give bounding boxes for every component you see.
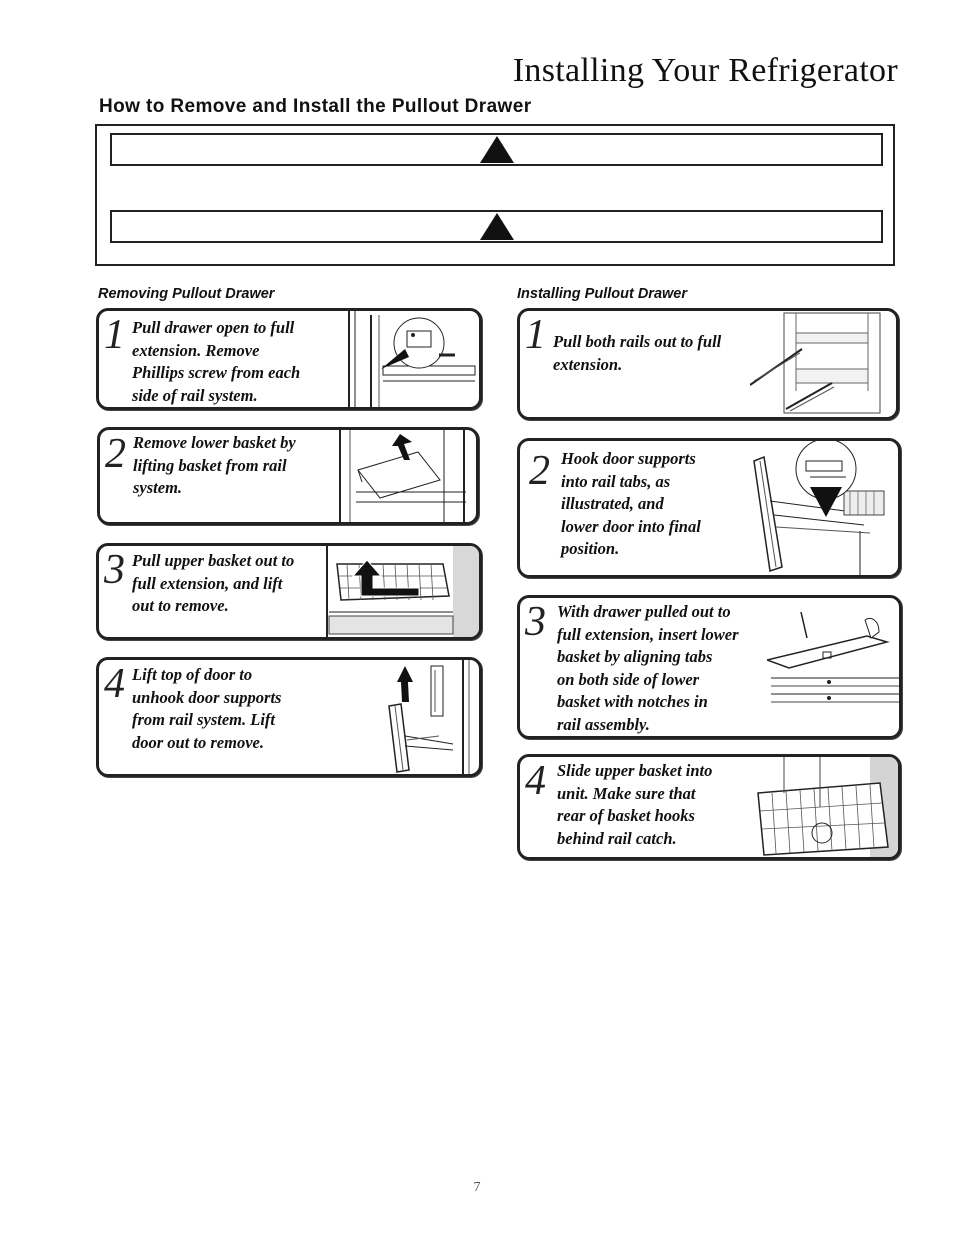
step-text: Lift top of door to unhook door supports from rail system. Lift door out to remove. — [132, 665, 282, 752]
step-number: 4 — [525, 758, 546, 804]
warning-bar-top — [110, 133, 883, 166]
lower-basket-insert-illustration — [767, 598, 899, 736]
installing-heading: Installing Pullout Drawer — [517, 286, 687, 302]
upper-basket-illustration — [323, 546, 479, 637]
rail-screw-illustration — [343, 311, 479, 407]
step-number: 3 — [104, 547, 125, 593]
installing-step-4 — [517, 754, 901, 860]
step-text: Slide upper basket into unit. Make sure that rear of basket hooks behind rail catch. — [557, 761, 713, 848]
door-supports-illustration — [740, 441, 898, 575]
step-number: 1 — [104, 312, 125, 358]
section-heading: How to Remove and Install the Pullout Drawer — [99, 96, 532, 117]
warning-bar-bottom — [110, 210, 883, 243]
warning-box — [95, 124, 895, 266]
door-removal-illustration — [369, 660, 479, 774]
warning-triangle-icon — [480, 136, 514, 163]
warning-triangle-icon — [480, 213, 514, 240]
step-text: Remove lower basket by lifting basket from rail system. — [133, 433, 296, 497]
step-number: 4 — [104, 661, 125, 707]
removing-step-3 — [96, 543, 482, 640]
page-number: 7 — [473, 1180, 481, 1195]
installing-step-3 — [517, 595, 902, 739]
step-text: Pull upper basket out to full extension, and lift out to remove. — [132, 551, 295, 615]
installing-step-2 — [517, 438, 901, 578]
step-number: 2 — [105, 431, 126, 477]
lower-basket-illustration — [336, 430, 476, 522]
step-text: Pull drawer open to full extension. Remove Phillips screw from each side of rail system. — [132, 318, 301, 405]
rails-extension-illustration — [750, 311, 896, 417]
step-number: 2 — [529, 448, 550, 494]
upper-basket-slide-illustration — [754, 757, 898, 857]
removing-step-2 — [97, 427, 479, 525]
removing-step-1 — [96, 308, 482, 410]
step-text: With drawer pulled out to full extension, insert lower basket by aligning tabs on both side of lower basket with notches in rail assembly. — [557, 602, 739, 734]
installing-step-1 — [517, 308, 899, 420]
removing-step-4 — [96, 657, 482, 777]
page-title: Installing Your Refrigerator — [512, 52, 898, 89]
step-text: Hook door supports into rail tabs, as illustrated, and lower door into final position. — [561, 449, 701, 558]
step-number: 1 — [525, 312, 546, 358]
removing-heading: Removing Pullout Drawer — [98, 286, 275, 302]
step-text: Pull both rails out to full extension. — [553, 332, 722, 374]
step-number: 3 — [525, 599, 546, 645]
